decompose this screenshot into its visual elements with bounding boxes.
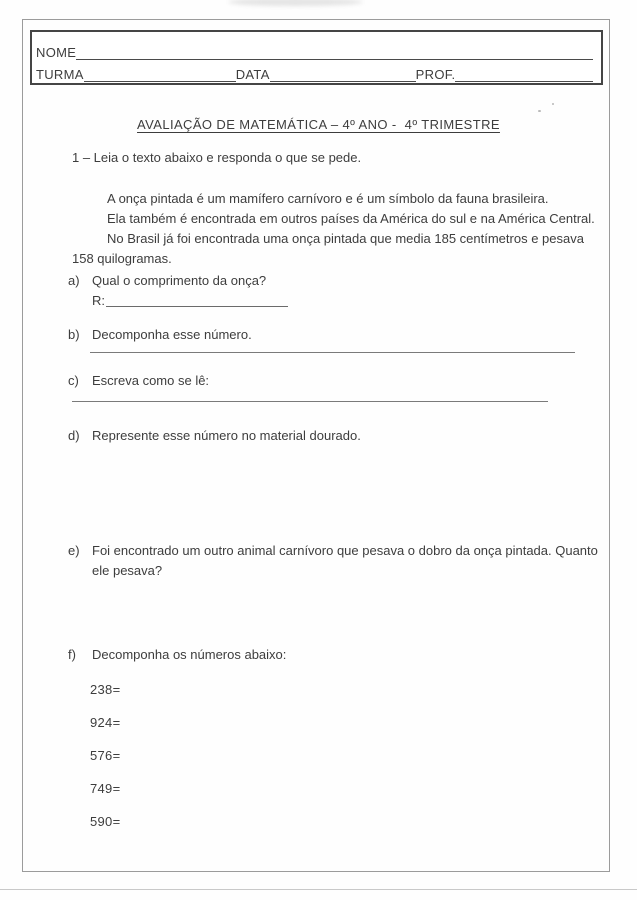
- item-letter: a): [68, 273, 80, 288]
- class-blank-line: [84, 67, 236, 82]
- name-blank-line: [76, 45, 593, 60]
- teacher-label: PROF.: [415, 67, 456, 82]
- answer-blank-line-a: [106, 291, 288, 307]
- numbers-to-decompose-list: [90, 680, 120, 845]
- item-letter: c): [68, 373, 79, 388]
- name-row: [36, 42, 593, 60]
- class-date-teacher-row: [36, 64, 593, 82]
- passage-line: 158 quilogramas.: [72, 251, 172, 266]
- page-title-wrap: [0, 117, 637, 132]
- item-text: Qual o comprimento da onça?: [92, 273, 267, 288]
- class-label: TURMA: [36, 67, 84, 82]
- item-text: Decomponha os números abaixo:: [92, 647, 287, 662]
- date-label: DATA: [235, 67, 270, 82]
- question-item-f: [68, 645, 286, 665]
- student-info-header-box: [30, 30, 603, 85]
- name-label: NOME: [36, 45, 77, 60]
- scan-artifact: [228, 0, 363, 6]
- answer-blank-line-c: [72, 385, 548, 402]
- item-text: Foi encontrado um outro animal carnívoro que pesava o dobro da onça pintada. Quanto ele pesava?: [92, 543, 598, 578]
- reading-passage: [72, 189, 602, 269]
- answer-prefix: R:: [92, 293, 105, 308]
- decompose-number: 576=: [90, 748, 121, 763]
- item-letter: d): [68, 428, 80, 443]
- item-letter: b): [68, 327, 80, 342]
- passage-line: Ela também é encontrada em outros países da América do sul e na América Central.: [107, 211, 595, 226]
- scan-edge-line: [0, 889, 637, 890]
- item-text: Decomponha esse número.: [92, 327, 252, 342]
- item-text: Represente esse número no material dourado.: [92, 428, 361, 443]
- passage-line: A onça pintada é um mamífero carnívoro e é um símbolo da fauna brasileira.: [107, 191, 549, 206]
- page-title: AVALIAÇÃO DE MATEMÁTICA – 4º ANO - 4º TRIMESTRE: [137, 117, 500, 132]
- question-item-d: [68, 426, 361, 446]
- decompose-number: 749=: [90, 781, 121, 796]
- item-letter: f): [68, 647, 76, 662]
- decompose-number: 238=: [90, 682, 121, 697]
- answer-blank-line-b: [90, 336, 575, 353]
- question-1-prompt: 1 – Leia o texto abaixo e responda o que se pede.: [72, 150, 362, 165]
- decompose-number: 924=: [90, 715, 121, 730]
- item-text: Escreva como se lê:: [92, 373, 210, 388]
- item-letter: e): [68, 543, 80, 558]
- question-item-e: [68, 541, 610, 581]
- answer-row-a: [92, 291, 288, 311]
- decompose-number: 590=: [90, 814, 121, 829]
- passage-line: No Brasil já foi encontrada uma onça pintada que media 185 centímetros e pesava: [107, 231, 584, 246]
- question-item-a: [68, 271, 266, 291]
- date-blank-line: [270, 67, 416, 82]
- teacher-blank-line: [455, 67, 593, 82]
